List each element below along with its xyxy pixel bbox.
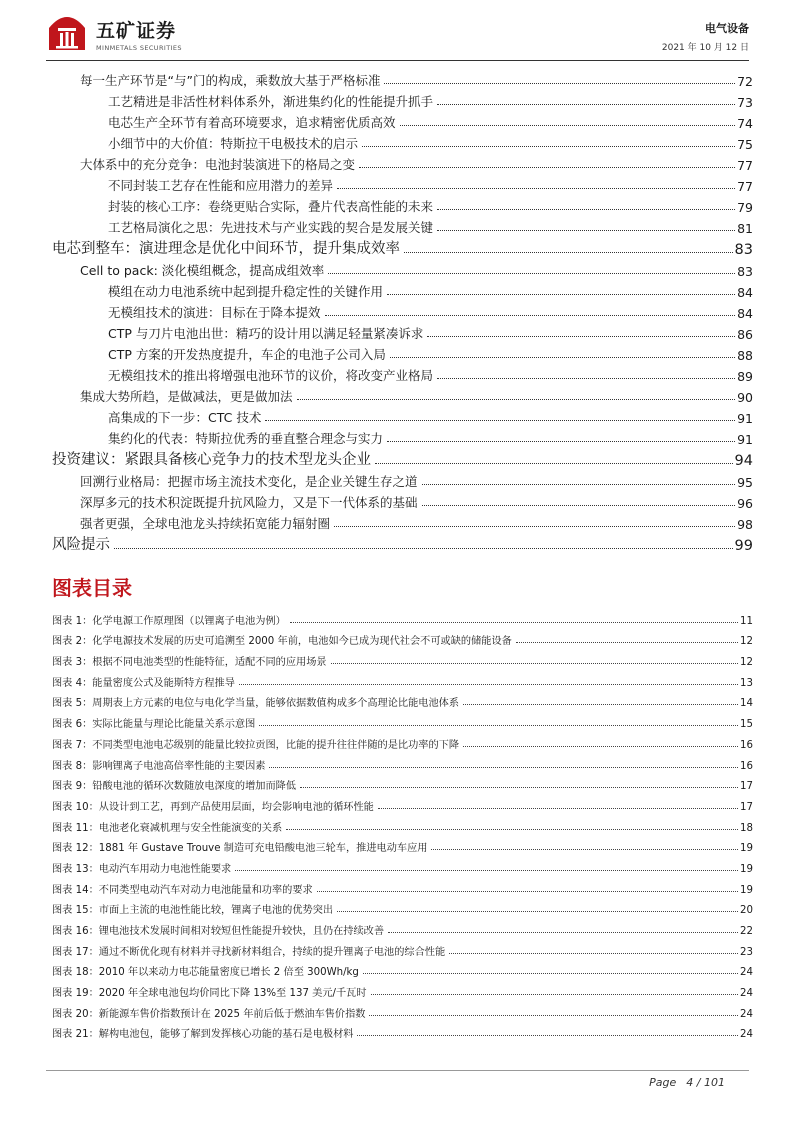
figure-leader — [357, 1035, 738, 1036]
toc-entry[interactable] — [52, 426, 753, 447]
figure-index-entry[interactable] — [52, 813, 753, 834]
toc-entry-title: Cell to pack: 淡化模组概念，提高成组效率 — [80, 263, 325, 278]
figure-label: 图表 5： — [52, 698, 93, 710]
toc-entry-page: 86 — [737, 327, 753, 342]
table-of-contents — [52, 68, 753, 554]
toc-leader — [325, 315, 736, 316]
figure-page: 17 — [740, 801, 753, 813]
toc-entry-page: 98 — [737, 517, 753, 532]
figure-page: 20 — [740, 905, 753, 917]
figure-leader — [300, 787, 738, 788]
toc-entry-page: 84 — [737, 306, 753, 321]
figure-index-entry[interactable] — [52, 668, 753, 689]
toc-entry-page: 77 — [737, 158, 753, 173]
figure-page: 14 — [740, 698, 753, 710]
toc-leader — [427, 336, 735, 337]
toc-entry-title: 模组在动力电池系统中起到提升稳定性的关键作用 — [108, 284, 384, 299]
toc-entry-page: 91 — [737, 432, 753, 447]
figure-title: 电动汽车用动力电池性能要求 — [98, 863, 232, 875]
figure-label: 图表 7： — [52, 739, 93, 751]
figure-index-entry[interactable] — [52, 978, 753, 999]
toc-leader — [328, 273, 735, 274]
toc-entry-page: 90 — [737, 390, 753, 405]
figure-title: 根据不同电池类型的性能特征，适配不同的应用场景 — [92, 657, 327, 669]
toc-entry-page: 83 — [737, 264, 753, 279]
figure-title: 化学电源工作原理图（以锂离子电池为例） — [92, 615, 286, 627]
figure-leader — [369, 1015, 738, 1016]
figure-index-entry[interactable] — [52, 875, 753, 896]
toc-entry-title: 无模组技术的推出将增强电池环节的议价，将改变产业格局 — [108, 368, 434, 383]
figure-label: 图表 20： — [52, 1008, 99, 1020]
figure-index-entry[interactable] — [52, 792, 753, 813]
toc-entry-page: 99 — [734, 538, 753, 554]
toc-entry-title: 强者更强，全球电池龙头持续拓宽能力辐射圈 — [80, 516, 331, 531]
toc-entry[interactable] — [52, 173, 753, 194]
report-date: 2021 年 10 月 12 日 — [661, 43, 749, 53]
figure-leader — [235, 870, 738, 871]
toc-leader — [437, 378, 735, 379]
minmetals-logo-icon — [46, 8, 88, 52]
figure-label: 图表 6： — [52, 719, 93, 731]
figure-page: 18 — [740, 822, 753, 834]
figure-leader — [516, 642, 738, 643]
toc-entry[interactable] — [52, 258, 753, 279]
figure-leader — [463, 746, 738, 747]
toc-entry[interactable] — [52, 68, 753, 89]
toc-entry-title: 集成大势所趋，是做减法，更是做加法 — [80, 389, 293, 404]
toc-entry-page: 74 — [737, 116, 753, 131]
brand-name: 五矿证券 — [96, 20, 177, 42]
toc-entry-title: CTP 方案的开发热度提升，车企的电池子公司入局 — [108, 347, 386, 362]
figure-leader — [331, 663, 738, 664]
figure-title: 新能源车售价指数预计在 2025 年前后低于燃油车售价指数 — [98, 1008, 366, 1020]
toc-entry-page: 88 — [737, 348, 753, 363]
figure-index-entry[interactable] — [52, 937, 753, 958]
toc-entry-title: CTP 与刀片电池出世：精巧的设计用以满足轻量紧凑诉求 — [108, 326, 424, 341]
toc-entry-page: 73 — [737, 95, 753, 110]
toc-entry[interactable] — [52, 152, 753, 173]
footer-divider — [46, 1070, 749, 1071]
toc-entry-title: 深厚多元的技术积淀既提升抗风险力，又是下一代体系的基础 — [80, 495, 418, 510]
figure-title: 市面上主流的电池性能比较，锂离子电池的优势突出 — [98, 905, 334, 917]
figure-label: 图表 13： — [52, 863, 99, 875]
toc-entry[interactable] — [52, 110, 753, 131]
figure-label: 图表 4： — [52, 677, 93, 689]
figure-page: 12 — [740, 657, 753, 669]
figure-index-entry[interactable] — [52, 916, 753, 937]
figure-leader — [431, 849, 738, 850]
figure-label: 图表 17： — [52, 946, 99, 958]
toc-leader — [375, 463, 733, 464]
toc-entry-title: 投资建议：紧跟具备核心竞争力的技术型龙头企业 — [52, 448, 373, 469]
brand-subtitle: MINMETALS SECURITIES — [96, 44, 182, 52]
figure-index-entry[interactable] — [52, 854, 753, 875]
toc-entry[interactable] — [52, 490, 753, 511]
toc-entry-page: 83 — [734, 242, 753, 258]
figure-page: 19 — [740, 884, 753, 896]
toc-entry-title: 每一生产环节是“与”门的构成，乘数放大基于严格标准 — [80, 73, 381, 88]
toc-entry[interactable] — [52, 215, 753, 236]
figure-leader — [337, 911, 738, 912]
figure-title: 实际比能量与理论比能量关系示意图 — [92, 719, 256, 731]
toc-entry-title: 电芯生产全环节有着高环境要求，追求精密优质高效 — [108, 115, 396, 130]
figure-index-entry[interactable] — [52, 730, 753, 751]
toc-entry-title: 风险提示 — [52, 533, 112, 554]
toc-entry-page: 79 — [737, 200, 753, 215]
figure-title: 铅酸电池的循环次数随放电深度的增加而降低 — [92, 781, 297, 793]
page-header — [0, 0, 793, 60]
figure-leader — [259, 725, 738, 726]
toc-entry-page: 95 — [737, 475, 753, 490]
figure-label: 图表 9： — [52, 781, 93, 793]
figure-page: 24 — [740, 1029, 753, 1041]
figure-index-list — [52, 606, 753, 1040]
toc-entry[interactable] — [52, 405, 753, 426]
figure-index-entry[interactable] — [52, 896, 753, 917]
figure-leader — [371, 994, 738, 995]
toc-leader — [437, 230, 735, 231]
figure-title: 能量密度公式及能斯特方程推导 — [92, 677, 235, 689]
toc-leader — [404, 252, 733, 253]
toc-entry[interactable] — [52, 342, 753, 363]
figure-page: 19 — [740, 863, 753, 875]
toc-entry-page: 96 — [737, 496, 753, 511]
figure-page: 13 — [740, 677, 753, 689]
figure-label: 图表 16： — [52, 926, 99, 937]
toc-entry-title: 工艺格局演化之思：先进技术与产业实践的契合是发展关键 — [108, 220, 434, 235]
toc-leader — [384, 83, 735, 84]
figure-title: 不同类型电动汽车对动力电池能量和功率的要求 — [98, 884, 313, 896]
toc-leader — [387, 294, 735, 295]
toc-leader — [422, 484, 736, 485]
toc-entry-title: 电芯到整车：演进理念是优化中间环节，提升集成效率 — [52, 237, 402, 258]
figure-label: 图表 21： — [52, 1029, 99, 1041]
toc-entry-page: 81 — [737, 221, 753, 236]
figure-index-entry[interactable] — [52, 751, 753, 772]
toc-leader — [265, 420, 735, 421]
figure-page: 17 — [740, 781, 753, 793]
toc-leader — [437, 104, 735, 105]
toc-entry[interactable] — [52, 321, 753, 342]
toc-entry-page: 75 — [737, 137, 753, 152]
toc-leader — [114, 548, 733, 549]
page-footer — [649, 1076, 725, 1089]
figure-label: 图表 1： — [52, 615, 93, 627]
figure-page: 15 — [740, 719, 753, 731]
figure-page: 22 — [740, 926, 753, 937]
toc-leader — [359, 167, 735, 168]
figure-index-title: 图表目录 — [52, 576, 132, 600]
figure-index-entry[interactable] — [52, 627, 753, 648]
toc-entry-title: 工艺精进是非活性材料体系外，渐进集约化的性能提升抓手 — [108, 94, 434, 109]
figure-index-entry[interactable] — [52, 772, 753, 793]
figure-title: 通过不断优化现有材料并寻找新材料组合，持续的提升锂离子电池的综合性能 — [98, 946, 446, 958]
figure-index-entry[interactable] — [52, 709, 753, 730]
toc-leader — [334, 526, 735, 527]
figure-page: 19 — [740, 843, 753, 855]
toc-entry[interactable] — [52, 363, 753, 384]
figure-index-entry[interactable] — [52, 689, 753, 710]
page-label: Page — [649, 1076, 677, 1089]
figure-leader — [317, 891, 738, 892]
figure-page: 16 — [740, 739, 753, 751]
figure-title: 解构电池包，能够了解到发挥核心功能的基石是电极材料 — [98, 1029, 354, 1041]
figure-page: 24 — [740, 967, 753, 979]
toc-leader — [362, 146, 735, 147]
toc-entry-page: 91 — [737, 411, 753, 426]
figure-leader — [286, 829, 738, 830]
figure-label: 图表 8： — [52, 760, 93, 772]
toc-entry-page: 89 — [737, 369, 753, 384]
figure-title: 周期表上方元素的电位与电化学当量，能够依据数值构成多个高理论比能电池体系 — [92, 698, 460, 710]
figure-leader — [290, 622, 738, 623]
figure-page: 12 — [740, 636, 753, 648]
toc-entry[interactable] — [52, 469, 753, 490]
toc-entry[interactable] — [52, 384, 753, 405]
figure-label: 图表 19： — [52, 988, 99, 1000]
toc-entry-page: 77 — [737, 179, 753, 194]
toc-entry[interactable] — [52, 300, 753, 321]
toc-entry[interactable] — [52, 532, 753, 554]
figure-leader — [363, 973, 738, 974]
toc-leader — [390, 357, 735, 358]
figure-index-entry[interactable] — [52, 606, 753, 627]
figure-index-entry[interactable] — [52, 999, 753, 1020]
figure-page: 24 — [740, 988, 753, 1000]
toc-leader — [297, 399, 736, 400]
figure-page: 16 — [740, 760, 753, 772]
figure-label: 图表 12： — [52, 843, 99, 855]
toc-leader — [387, 441, 735, 442]
toc-entry-title: 集约化的代表：特斯拉优秀的垂直整合理念与实力 — [108, 431, 384, 446]
toc-entry-title: 无模组技术的演进：目标在于降本提效 — [108, 305, 321, 320]
figure-label: 图表 11： — [52, 822, 99, 834]
figure-title: 化学电源技术发展的历史可追溯至 2000 年前，电池如今已成为现代社会不可或缺的储能设备 — [92, 636, 512, 648]
figure-index-entry[interactable] — [52, 647, 753, 668]
figure-label: 图表 18： — [52, 967, 99, 979]
toc-leader — [337, 188, 735, 189]
page-number: 4 / 101 — [686, 1076, 725, 1089]
toc-entry[interactable] — [52, 511, 753, 532]
figure-label: 图表 2： — [52, 636, 93, 648]
toc-leader — [437, 209, 735, 210]
figure-title: 锂电池技术发展时间相对较短但性能提升较快，且仍在持续改善 — [98, 926, 385, 937]
figure-title: 从设计到工艺，再到产品使用层面，均会影响电池的循环性能 — [98, 801, 374, 813]
toc-entry[interactable] — [52, 447, 753, 469]
figure-page: 23 — [740, 946, 753, 958]
toc-leader — [422, 505, 736, 506]
toc-entry-page: 72 — [737, 74, 753, 89]
toc-entry-title: 小细节中的大价值：特斯拉干电极技术的启示 — [108, 136, 359, 151]
toc-entry[interactable] — [52, 279, 753, 300]
figure-title: 2020 年全球电池包均价同比下降 13%至 137 美元/千瓦时 — [98, 988, 367, 1000]
figure-leader — [449, 953, 738, 954]
figure-label: 图表 14： — [52, 884, 99, 896]
toc-entry-title: 高集成的下一步：CTC 技术 — [108, 410, 262, 425]
toc-entry-page: 84 — [737, 285, 753, 300]
figure-label: 图表 3： — [52, 657, 93, 669]
toc-entry-title: 封装的核心工序：卷绕更贴合实际，叠片代表高性能的未来 — [108, 199, 434, 214]
figure-label: 图表 15： — [52, 905, 99, 917]
figure-label: 图表 10： — [52, 801, 99, 813]
toc-entry-title: 不同封装工艺存在性能和应用潜力的差异 — [108, 178, 334, 193]
toc-entry[interactable] — [52, 131, 753, 152]
figure-index-entry[interactable] — [52, 1020, 753, 1041]
figure-page: 24 — [740, 1008, 753, 1020]
header-divider — [46, 60, 749, 61]
toc-entry-title: 大体系中的充分竞争：电池封装演进下的格局之变 — [80, 157, 356, 172]
sector-label: 电气设备 — [705, 22, 749, 35]
toc-leader — [400, 125, 736, 126]
toc-entry-title: 回溯行业格局：把握市场主流技术变化，是企业关键生存之道 — [80, 474, 418, 489]
figure-title: 2010 年以来动力电芯能量密度已增长 2 倍至 300Wh/kg — [98, 967, 359, 979]
figure-page: 11 — [740, 615, 753, 627]
toc-entry[interactable] — [52, 194, 753, 215]
figure-title: 影响锂离子电池高倍率性能的主要因素 — [92, 760, 266, 772]
figure-index-entry[interactable] — [52, 958, 753, 979]
figure-leader — [388, 932, 738, 933]
toc-entry-page: 94 — [734, 453, 753, 469]
figure-title: 不同类型电池电芯级别的能量比较拉贡图，比能的提升往往伴随的是比功率的下降 — [92, 739, 460, 751]
figure-index-entry[interactable] — [52, 834, 753, 855]
figure-leader — [378, 808, 738, 809]
figure-leader — [269, 767, 738, 768]
figure-title: 电池老化衰减机理与安全性能演变的关系 — [98, 822, 283, 834]
toc-entry[interactable] — [52, 236, 753, 258]
figure-leader — [239, 684, 738, 685]
figure-leader — [463, 704, 738, 705]
toc-entry[interactable] — [52, 89, 753, 110]
figure-title: 1881 年 Gustave Trouve 制造可充电铅酸电池三轮车，推进电动车应用 — [98, 843, 428, 855]
